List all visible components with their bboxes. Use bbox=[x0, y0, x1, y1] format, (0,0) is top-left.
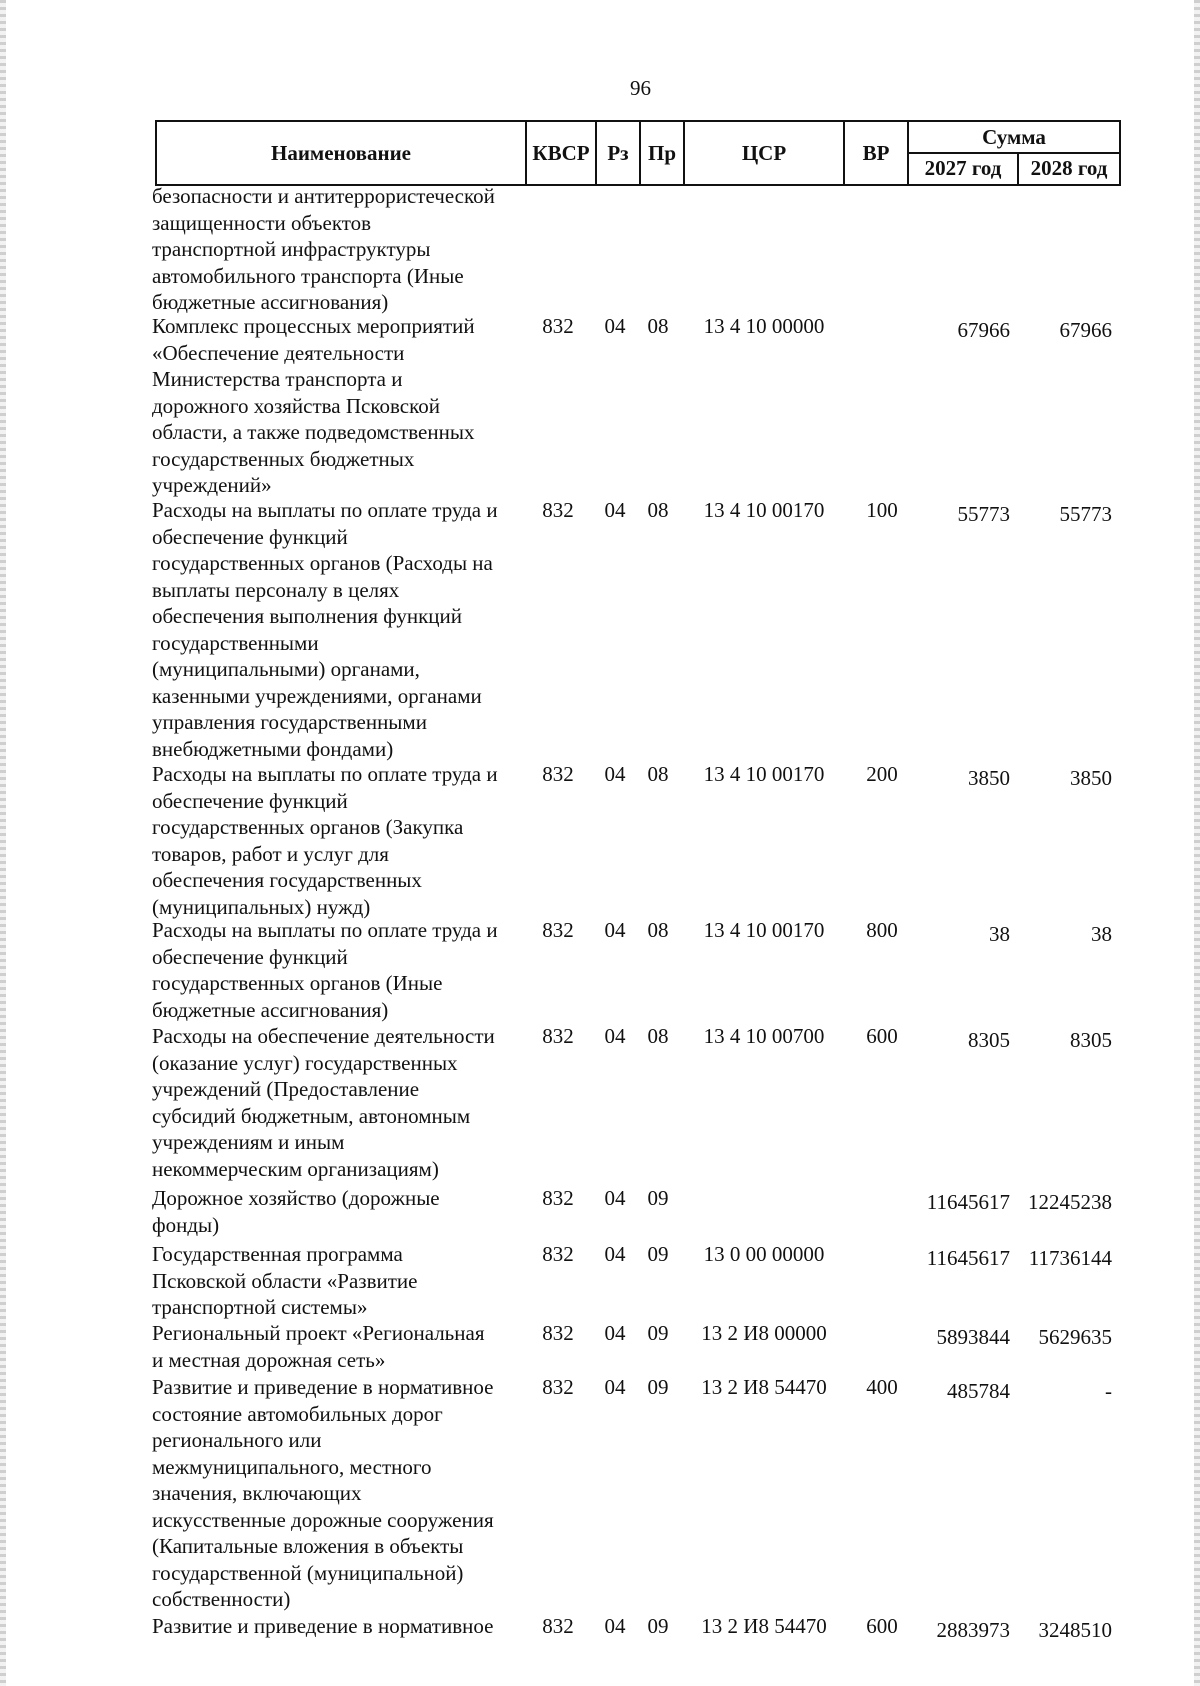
row-rz: 04 bbox=[604, 1321, 626, 1345]
row-name: Расходы на обеспечение деятельности (оказание услуг) государственных учреждений (Предоставление субсидий бюджетным, автономным учреждениям и иным некоммерческим организациям) bbox=[152, 1024, 495, 1181]
row-y2027: 38 bbox=[989, 922, 1010, 946]
header-kvsr: КВСР bbox=[527, 122, 597, 184]
row-rz: 04 bbox=[604, 918, 626, 942]
row-rz: 04 bbox=[604, 498, 626, 522]
page-number: 96 bbox=[630, 76, 651, 100]
row-y2028: 12245238 bbox=[1028, 1190, 1112, 1214]
row-kvsr: 832 bbox=[542, 314, 574, 338]
row-y2028: 5629635 bbox=[1038, 1325, 1112, 1349]
row-pr: 09 bbox=[647, 1614, 669, 1638]
row-kvsr: 832 bbox=[542, 1024, 574, 1048]
row-rz: 04 bbox=[604, 1242, 626, 1266]
row-y2028: 3850 bbox=[1070, 766, 1112, 790]
row-pr: 09 bbox=[647, 1242, 669, 1266]
row-y2027: 3850 bbox=[968, 766, 1010, 790]
row-name: Дорожное хозяйство (дорожные фонды) bbox=[152, 1186, 440, 1237]
row-y2027: 11645617 bbox=[926, 1246, 1010, 1270]
row-csr: 13 4 10 00170 bbox=[703, 498, 825, 522]
scan-edge-right bbox=[1194, 0, 1200, 1686]
row-csr: 13 2 И8 00000 bbox=[701, 1321, 827, 1345]
row-pr: 08 bbox=[647, 1024, 669, 1048]
row-y2028: 11736144 bbox=[1028, 1246, 1112, 1270]
row-pr: 09 bbox=[647, 1186, 669, 1210]
row-csr: 13 2 И8 54470 bbox=[701, 1375, 827, 1399]
row-kvsr: 832 bbox=[542, 1614, 574, 1638]
table-header bbox=[155, 120, 1121, 186]
row-kvsr: 832 bbox=[542, 498, 574, 522]
row-name: Развитие и приведение в нормативное bbox=[152, 1614, 494, 1638]
row-vr: 400 bbox=[866, 1375, 898, 1399]
row-vr: 600 bbox=[866, 1024, 898, 1048]
scan-edge-left bbox=[0, 0, 6, 1686]
header-vr: ВР bbox=[845, 122, 909, 184]
row-y2028: 3248510 bbox=[1038, 1618, 1112, 1642]
row-kvsr: 832 bbox=[542, 762, 574, 786]
row-pr: 08 bbox=[647, 918, 669, 942]
row-name: Расходы на выплаты по оплате труда и обеспечение функций государственных органов (Расходы на выплаты персоналу в целях обеспечения выполнения функций государственными (муниципальными) органами, казенными учреждениями, органами управления государственными внебюджетными фондами) bbox=[152, 498, 498, 761]
row-rz: 04 bbox=[604, 1024, 626, 1048]
row-y2027: 8305 bbox=[968, 1028, 1010, 1052]
row-csr: 13 0 00 00000 bbox=[703, 1242, 825, 1266]
row-pr: 08 bbox=[647, 498, 669, 522]
row-name: Региональный проект «Региональная и местная дорожная сеть» bbox=[152, 1321, 485, 1372]
row-y2028: 55773 bbox=[1059, 502, 1112, 526]
row-csr: 13 4 10 00170 bbox=[703, 918, 825, 942]
header-pr: Пр bbox=[641, 122, 685, 184]
row-name: Комплекс процессных мероприятий «Обеспечение деятельности Министерства транспорта и дорожного хозяйства Псковской области, а также подведомственных государственных бюджетных учреждений» bbox=[152, 314, 475, 497]
row-name: Государственная программа Псковской области «Развитие транспортной системы» bbox=[152, 1242, 418, 1319]
row-kvsr: 832 bbox=[542, 918, 574, 942]
header-csr: ЦСР bbox=[685, 122, 845, 184]
header-year-2027: 2027 год bbox=[909, 152, 1019, 184]
row-rz: 04 bbox=[604, 762, 626, 786]
row-name: Развитие и приведение в нормативное состояние автомобильных дорог регионального или межмуниципального, местного значения, включающих искусственные дорожные сооружения (Капитальные вложения в объекты государственной (муниципальной) собственности) bbox=[152, 1375, 494, 1611]
header-year-2028: 2028 год bbox=[1030, 155, 1108, 180]
row-y2027: 2883973 bbox=[936, 1618, 1010, 1642]
row-name: Расходы на выплаты по оплате труда и обеспечение функций государственных органов (Закупка товаров, работ и услуг для обеспечения государственных (муниципальных) нужд) bbox=[152, 762, 498, 919]
row-y2028: 38 bbox=[1091, 922, 1112, 946]
row-vr: 600 bbox=[866, 1614, 898, 1638]
header-rz: Рз bbox=[597, 122, 641, 184]
row-pr: 08 bbox=[647, 762, 669, 786]
row-y2027: 55773 bbox=[957, 502, 1010, 526]
row-rz: 04 bbox=[604, 314, 626, 338]
row-name: Расходы на выплаты по оплате труда и обеспечение функций государственных органов (Иные бюджетные ассигнования) bbox=[152, 918, 498, 1022]
row-csr: 13 4 10 00000 bbox=[703, 314, 825, 338]
row-vr: 200 bbox=[866, 762, 898, 786]
row-y2027: 11645617 bbox=[926, 1190, 1010, 1214]
row-y2028: - bbox=[1105, 1379, 1112, 1403]
row-rz: 04 bbox=[604, 1186, 626, 1210]
row-y2028: 8305 bbox=[1070, 1028, 1112, 1052]
row-vr: 100 bbox=[866, 498, 898, 522]
row-y2028: 67966 bbox=[1059, 318, 1112, 342]
row-y2027: 67966 bbox=[957, 318, 1010, 342]
row-csr: 13 2 И8 54470 bbox=[701, 1614, 827, 1638]
row-kvsr: 832 bbox=[542, 1242, 574, 1266]
row-kvsr: 832 bbox=[542, 1321, 574, 1345]
row-csr: 13 4 10 00700 bbox=[703, 1024, 825, 1048]
row-pr: 08 bbox=[647, 314, 669, 338]
row-rz: 04 bbox=[604, 1375, 626, 1399]
header-sum: Сумма bbox=[909, 122, 1119, 154]
row-pr: 09 bbox=[647, 1375, 669, 1399]
row-vr: 800 bbox=[866, 918, 898, 942]
row-y2027: 485784 bbox=[947, 1379, 1010, 1403]
row-kvsr: 832 bbox=[542, 1375, 574, 1399]
row-csr: 13 4 10 00170 bbox=[703, 762, 825, 786]
row-name: безопасности и антитеррористеческой защищенности объектов транспортной инфраструктуры автомобильного транспорта (Иные бюджетные ассигнования) bbox=[152, 184, 495, 314]
row-pr: 09 bbox=[647, 1321, 669, 1345]
row-y2027: 5893844 bbox=[936, 1325, 1010, 1349]
header-name: Наименование bbox=[157, 122, 527, 184]
row-kvsr: 832 bbox=[542, 1186, 574, 1210]
row-rz: 04 bbox=[604, 1614, 626, 1638]
